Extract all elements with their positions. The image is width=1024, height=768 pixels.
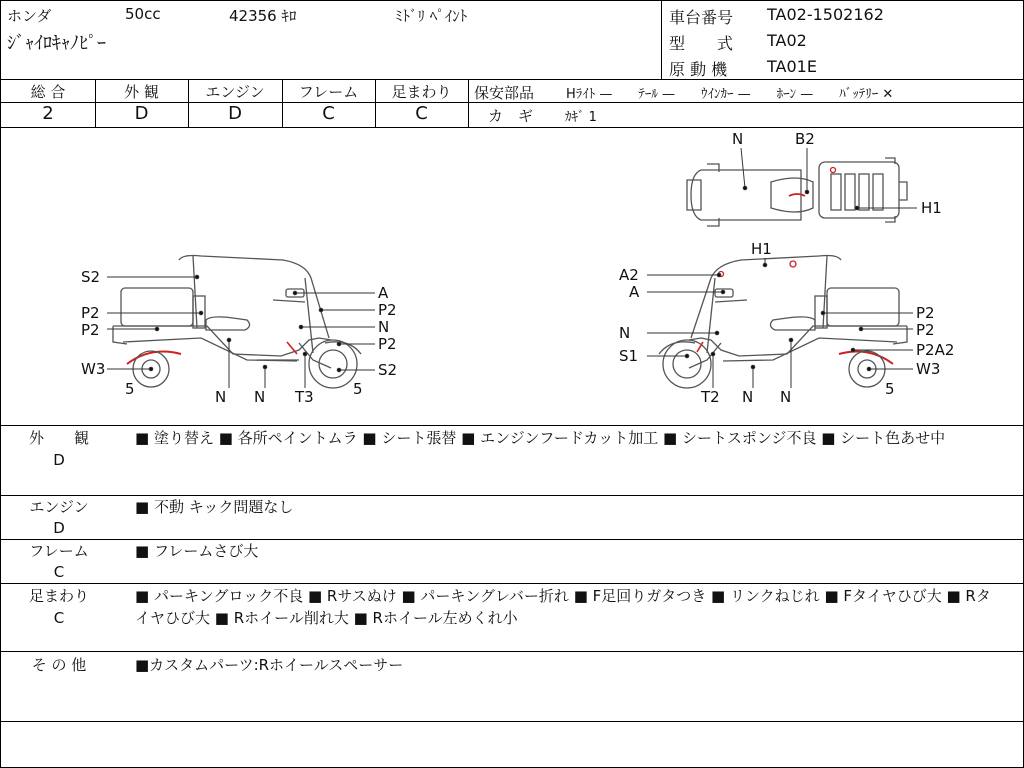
engine-grade: D	[228, 103, 242, 124]
label-right-5: 5	[885, 380, 895, 398]
frame-grade-label: フレーム	[298, 83, 359, 101]
label-left-t3: T3	[295, 388, 314, 406]
suspension-notes-text: ■ パーキングロック不良 ■ Rサスぬけ ■ パーキングレバー折れ ■ F足回りガタつき ■ リンクねじれ ■ Fタイヤひび大 ■ Rタイヤひび大 ■ Rホイール削れ大 ■ Rホイール左めくれ小	[135, 587, 991, 627]
label-right-a: A	[629, 283, 640, 301]
type-label: 型 式	[669, 34, 734, 53]
label-top-n: N	[732, 130, 744, 148]
label-right-n3: N	[780, 388, 792, 406]
key-label: カ ギ	[488, 107, 534, 125]
label-right-h1: H1	[751, 240, 772, 258]
label-left-n3: N	[378, 318, 390, 336]
label-left-p2d: P2	[378, 335, 397, 353]
grade-divider	[468, 79, 469, 127]
suspension-grade-label: 足まわり	[391, 83, 452, 101]
maker: ホンダ	[7, 7, 52, 25]
key-value: ｶｷﾞ 1	[565, 110, 597, 125]
leader-lines	[107, 148, 917, 388]
header-divider	[661, 1, 662, 79]
model-name: ｼﾞｬｲﾛｷｬﾉﾋﾟｰ	[7, 33, 106, 54]
suspension-notes-label: 足まわり	[28, 587, 89, 605]
frame-grade: C	[322, 103, 335, 124]
paint-color: ﾐﾄﾞﾘ ﾍﾟｲﾝﾄ	[395, 7, 468, 25]
label-right-w3: W3	[916, 360, 941, 378]
label-left-a: A	[378, 284, 389, 302]
other-notes-label: そ の 他	[31, 656, 87, 674]
notes-top-rule	[1, 425, 1023, 426]
label-left-s2b: S2	[378, 361, 398, 379]
vehicle-diagram	[1, 128, 1023, 424]
label-left-n2: N	[254, 388, 266, 406]
diagram-text	[81, 130, 954, 406]
exterior-notes-grade: D	[53, 451, 65, 469]
label-right-s1: S1	[619, 347, 639, 365]
label-left-p2c: P2	[378, 301, 397, 319]
exterior-notes-label: 外 観	[28, 429, 89, 447]
exterior-grade-label: 外 観	[124, 83, 159, 101]
notes-rule	[1, 651, 1023, 652]
suspension-grade: C	[415, 103, 428, 124]
engine-model-value: TA01E	[767, 57, 817, 76]
notes-rule	[1, 583, 1023, 584]
safety-mid-rule	[468, 102, 1023, 103]
frame-number-label: 車台番号	[669, 8, 734, 27]
label-right-p2a2: P2A2	[916, 341, 955, 359]
notes-bottom-rule	[1, 721, 1023, 722]
engine-model-label: 原 動 機	[669, 60, 728, 79]
top-view	[687, 158, 907, 226]
total-grade-label: 総 合	[30, 83, 66, 101]
frame-number: TA02-1502162	[767, 5, 884, 24]
safety-parts-items: Hﾗｲﾄ — ﾃｰﾙ — ｳｲﾝｶｰ — ﾎｰﾝ — ﾊﾞｯﾃﾘｰ ✕	[566, 87, 894, 102]
engine-notes-text: ■ 不動 キック問題なし	[135, 498, 294, 516]
frame-notes-label: フレーム	[29, 542, 89, 560]
frame-notes-grade: C	[53, 563, 65, 581]
other-notes-text: ■カスタムパーツ:Rホイールスペーサー	[135, 656, 404, 674]
vehicle-diagram-svg	[1, 128, 1023, 424]
header-bottom-rule	[1, 79, 1023, 80]
suspension-notes-grade: C	[53, 609, 65, 627]
label-top-b2: B2	[795, 130, 815, 148]
safety-parts-label: 保安部品	[474, 84, 535, 102]
label-left-p2: P2	[81, 304, 100, 322]
label-right-p2: P2	[916, 304, 935, 322]
displacement: 50cc	[125, 5, 161, 23]
label-right-n1: N	[619, 324, 631, 342]
label-left-n1: N	[215, 388, 227, 406]
exterior-notes-text: ■ 塗り替え ■ 各所ペイントムラ ■ シート張替 ■ エンジンフードカット加工 ■ シートスポンジ不良 ■ シート色あせ中	[135, 429, 946, 447]
engine-notes-grade: D	[53, 519, 65, 537]
label-right-t2: T2	[701, 388, 720, 406]
engine-notes-label: エンジン	[29, 498, 89, 516]
exterior-grade: D	[134, 103, 149, 124]
label-right-p2b: P2	[916, 321, 935, 339]
label-left-s2: S2	[81, 268, 101, 286]
frame-notes-text: ■ フレームさび大	[135, 542, 259, 560]
label-right-a2: A2	[619, 266, 639, 284]
engine-grade-label: エンジン	[205, 83, 265, 101]
mileage: 42356 ｷﾛ	[229, 7, 297, 25]
label-top-h1: H1	[921, 199, 942, 217]
label-left-p2b: P2	[81, 321, 100, 339]
label-right-n2: N	[742, 388, 754, 406]
total-grade: 2	[42, 103, 54, 124]
label-left-w3: W3	[81, 360, 106, 378]
label-left-5b: 5	[353, 380, 363, 398]
type-value: TA02	[767, 31, 807, 50]
label-left-5: 5	[125, 380, 135, 398]
